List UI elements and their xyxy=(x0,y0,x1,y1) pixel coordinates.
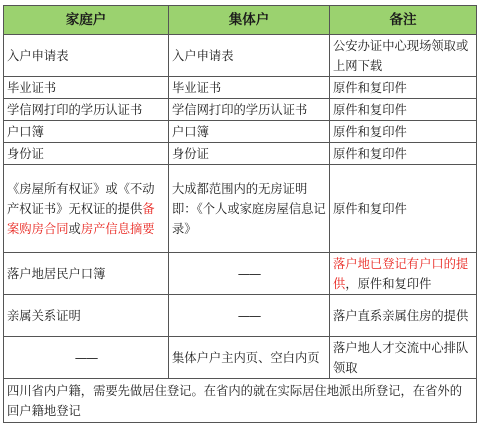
cell-collective: 毕业证书 xyxy=(169,77,330,99)
cell-collective: 集体户户主内页、空白内页 xyxy=(169,337,330,379)
cell-family: 身份证 xyxy=(4,143,169,165)
cell-collective: 学信网打印的学历认证书 xyxy=(169,99,330,121)
cell-family: 落户地居民户口簿 xyxy=(4,253,169,295)
cell-note: 原件和复印件 xyxy=(330,99,477,121)
cell-note: 公安办证中心现场领取或上网下载 xyxy=(330,35,477,77)
cell-note: 原件和复印件 xyxy=(330,121,477,143)
family-red-text: 房产信息摘要 xyxy=(80,221,155,236)
cell-collective: —— xyxy=(169,295,330,337)
header-row xyxy=(4,6,477,35)
table-row xyxy=(4,99,477,121)
cell-family: 入户申请表 xyxy=(4,35,169,77)
cell-collective: 大成都范围内的无房证明即：《个人或家庭房屋信息记录》 xyxy=(169,165,330,253)
cell-collective: 入户申请表 xyxy=(169,35,330,77)
cell-family: 毕业证书 xyxy=(4,77,169,99)
cell-collective: —— xyxy=(169,253,330,295)
note-text: ，原件和复印件 xyxy=(345,276,432,291)
cell-note: 原件和复印件 xyxy=(330,165,477,253)
cell-family: 亲属关系证明 xyxy=(4,295,169,337)
note-red-text: 落户地已登记有户口的提供 xyxy=(333,256,469,291)
cell-family xyxy=(4,165,169,253)
cell-note: 原件和复印件 xyxy=(330,77,477,99)
header-family: 家庭户 xyxy=(4,6,169,35)
cell-family: 学信网打印的学历认证书 xyxy=(4,99,169,121)
family-red-text: 备案购房合同 xyxy=(7,201,155,236)
document-table xyxy=(3,5,477,423)
cell-family: —— xyxy=(4,337,169,379)
table-row xyxy=(4,295,477,337)
header-note: 备注 xyxy=(330,6,477,35)
table-row xyxy=(4,143,477,165)
family-text: 或 xyxy=(68,221,81,236)
table-row xyxy=(4,77,477,99)
family-text: 《房屋所有权证》或《不动产权证书》无权证的提供 xyxy=(7,181,155,216)
footer-note: 四川省内户籍，需要先做居住登记。在省内的就在实际居住地派出所登记，在省外的回户籍地登记 xyxy=(4,379,477,423)
cell-note: 原件和复印件 xyxy=(330,143,477,165)
cell-note: 落户直系亲属住房的提供 xyxy=(330,295,477,337)
table-row xyxy=(4,121,477,143)
cell-note: 落户地人才交流中心排队领取 xyxy=(330,337,477,379)
table-row xyxy=(4,165,477,253)
cell-note xyxy=(330,253,477,295)
cell-family: 户口簿 xyxy=(4,121,169,143)
header-collective: 集体户 xyxy=(169,6,330,35)
table-row xyxy=(4,35,477,77)
cell-collective: 身份证 xyxy=(169,143,330,165)
cell-collective: 户口簿 xyxy=(169,121,330,143)
table-row xyxy=(4,253,477,295)
footer-row xyxy=(4,379,477,423)
table-row xyxy=(4,337,477,379)
